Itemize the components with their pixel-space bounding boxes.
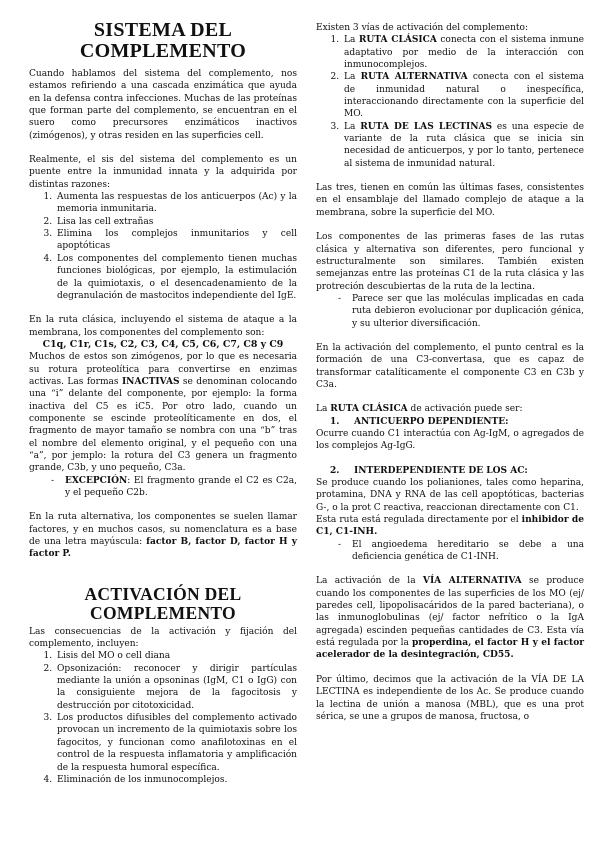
- page-title: SISTEMA DEL COMPLEMENTO: [79, 19, 247, 62]
- list-item: 2. La RUTA ALTERNATIVA conecta con el sistema de inmunidad natural o inespecífica, interaccionando directamente con la superficie del MO.: [342, 71, 584, 120]
- right-column: [316, 22, 584, 723]
- zymogen-paragraph: Muchos de estos son zimógenos, por lo que es necesaria su rotura proteolítica para convertirse en enzimas activas. Las formas INACTIVAS se denominan colocando una “i” delante del componente, por ejemplo: la forma inactiva del C5 es iC5. Por otro lado, cuando un componente se escinde proteolíticamente en dos, el fragmento de mayor tamaño se nombra con una “b” tras el nombre del elemento original, y el pequeño con una “a”, por jemplo: la rotura del C3 genera un fragmento grande, C3b, y uno pequeño, C3a.: [29, 352, 297, 474]
- list-item: 3. La RUTA DE LAS LECTINAS es una especie de variante de la ruta clásica que se inicia sin necesidad de anticuerpos, y por lo tanto, pertenece al sistema de inmunidad natural.: [342, 121, 584, 170]
- routes-list: [316, 34, 584, 170]
- list-item: 2. Lisa las cell extrañas: [55, 216, 297, 228]
- alternative-route-paragraph: La activación de la VÍA ALTERNATIVA se produce cuando los componentes de las superficies de los MO (ej/ paredes cell, lipopolisacáridos de la pared bacteriana), o las inmunoglobulinas (ej/ factor nefrítico o la IgA agregada) escinden pequeñas cantidades de C3. Esta vía está regulada por la properdina, el factor H y el factor acelerador de la desintegración, CD55.: [316, 576, 584, 661]
- classic-route-intro: En la ruta clásica, incluyendo el sistema de ataque a la membrana, los componentes del complemento son:: [29, 315, 297, 338]
- list-item: 4. Eliminación de los inmunocomplejos.: [55, 774, 297, 786]
- list-item: 3. Los productos difusibles del complemento activado provocan un incremento de la quimiotaxis sobre los fagocitos, y funcionan como anafilotoxinas en el control de la respuesta inflamatoria y amplificación de la respuesta humoral específica.: [55, 712, 297, 774]
- alternative-paragraph: En la ruta alternativa, los componentes se suelen llamar factores, y en muchos casos, su nomenclatura es a base de una letra mayúscula: factor B, factor D, factor H y factor P.: [29, 512, 297, 560]
- classic-route-heading: La RUTA CLÁSICA de activación puede ser:: [316, 404, 523, 415]
- components-diff-paragraph: Los componentes de las primeras fases de las rutas clásica y alternativa son diferentes, pero funcional y estructuralmente son similares. También existen semejanzas entre las proteínas C1 de la ruta clásica y las protreción descubiertas de la ruta de la lectina.: [316, 232, 584, 292]
- central-point-paragraph: En la activación del complemento, el punto central es la formación de una C3-convertasa, que es capaz de transformar catalíticamente el componente C3 en C3b y C3a.: [316, 342, 584, 390]
- reasons-list: [29, 191, 297, 302]
- antibody-independent-text: Se produce cuando los polianiones, tales como heparina, protamina, DNA y RNA de las cell apoptóticas, bacterias G-, o la prot C reactiva, reaccionan directamente con C1.: [316, 478, 584, 513]
- list-item: 1. Lisis del MO o cell diana: [55, 650, 297, 662]
- antibody-independent-heading: 2. INTERDEPENDIENTE DE LOS AC:: [330, 465, 528, 476]
- routes-intro: Existen 3 vías de activación del complemento:: [316, 23, 529, 33]
- intro-paragraph: Cuando hablamos del sistema del complemento, nos estamos refiriendo a una cascada enzimática que ayuda en la defensa contra infecciones. Muchas de las proteínas que forman parte del complemento, se encuentran en el suero como precursores enzimáticos inactivos (zimógenos), y otras residen en las superficies cell.: [29, 69, 297, 141]
- left-column: [29, 20, 297, 786]
- duplication-list: [316, 293, 584, 330]
- exception-list: [29, 475, 297, 500]
- section-title: ACTIVACIÓN DEL COMPLEMENTO: [84, 583, 242, 623]
- list-item: 1. La RUTA CLÁSICA conecta con el sistema inmune adaptativo por medio de la interacción con inmunocomplejos.: [342, 34, 584, 71]
- consequences-list: [29, 650, 297, 786]
- list-item: - El angioedema hereditario se debe a una deficiencia genética de C1-INH.: [338, 539, 584, 564]
- regulation-paragraph: Esta ruta está regulada directamente por el inhibidor de C1, C1-INH.: [316, 515, 585, 538]
- antibody-dependent-heading: 1. ANTICUERPO DEPENDIENTE:: [330, 416, 509, 427]
- list-item: 1. Aumenta las respuestas de los anticuerpos (Ac) y la memoria inmunitaria.: [55, 191, 297, 216]
- components-list: C1q, C1r, C1s, C2, C3, C4, C5, C6, C7, C8 y C9: [42, 338, 284, 350]
- list-item: - EXCEPCIÓN: El fragmento grande el C2 es C2a, y el pequeño C2b.: [51, 475, 297, 500]
- activation-intro: Las consecuencias de la activación y fijación del complemento, incluyen:: [29, 626, 297, 650]
- bridge-intro: Realmente, el sis del sistema del complemento es un puente entre la inmunidad innata y la adquirida por distintas razones:: [29, 155, 297, 190]
- common-phases-paragraph: Las tres, tienen en común las últimas fases, consistentes en el ensamblaje del llamado complejo de ataque a la membrana, sobre la superficie del MO.: [316, 183, 584, 218]
- antibody-dependent-text: Ocurre cuando C1 interactúa con Ag-IgM, o agregados de los complejos Ag-IgG.: [316, 428, 584, 452]
- list-item: 2. Opsonización: reconocer y dirigir partículas mediante la unión a opsoninas (IgM, C1 o IgG) con la consiguiente mejora de la fagocitosis y destrucción por citotoxicidad.: [55, 663, 297, 712]
- lectin-route-paragraph: Por último, decimos que la activación de la VÍA DE LA LECTINA es independiente de los Ac. Se produce cuando la lectina de unión a manosa (MBL), que es una prot sérica, se une a grupos de manosa, fructosa, o: [316, 674, 584, 722]
- angioedema-list: [316, 539, 584, 564]
- list-item: - Parece ser que las moléculas implicadas en cada ruta debieron evolucionar por duplicación génica, y su ulterior diversificación.: [338, 293, 584, 330]
- list-item: 3. Elimina los complejos inmunitarios y cell apoptóticas: [55, 228, 297, 253]
- list-item: 4. Los componentes del complemento tienen muchas funciones biológicas, por ejemplo, la estimulación de la quimiotaxis, o el desencadenamiento de la degranulación de mastocitos independiente del IgE.: [55, 253, 297, 302]
